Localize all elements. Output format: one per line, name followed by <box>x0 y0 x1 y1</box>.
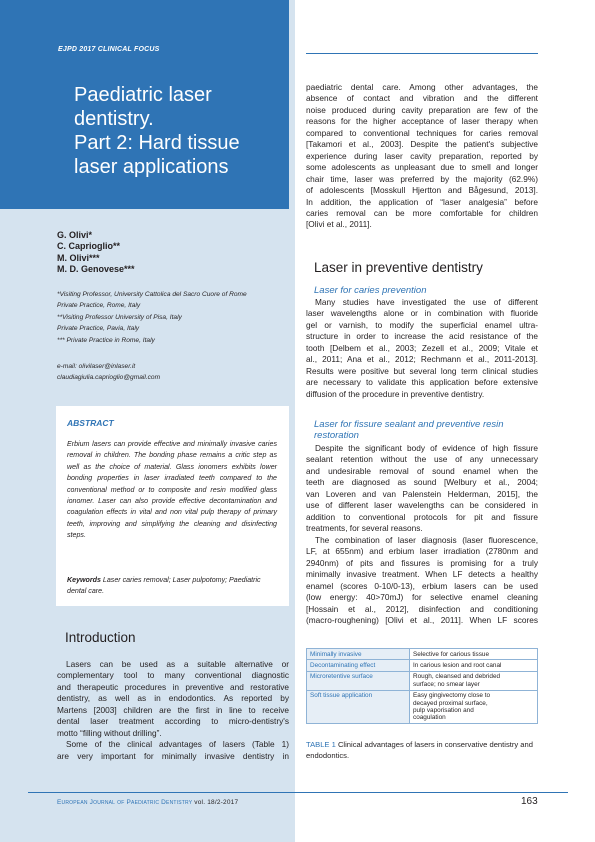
table-caption-text: Clinical advantages of lasers in conservative dentistry and endodontics. <box>306 740 533 761</box>
author: M. Olivi*** <box>57 252 100 263</box>
table-cell-key: Minimally invasive <box>307 649 410 660</box>
author: M. D. Genovese*** <box>57 264 135 275</box>
fissure-sealant-subheading: Laser for fissure sealant and preventive resin restoration <box>314 419 504 442</box>
table-cell-value: Easy gingivectomy close to decayed proximal surface, pulp vaporisation and coagulation <box>410 690 538 724</box>
journal-volume: vol. 18/2-2017 <box>194 799 239 806</box>
contact-emails <box>57 361 160 384</box>
table-row <box>307 671 538 690</box>
introduction-paragraph: Lasers can be used as a suitable alternative or complementary tool to many conventional diagnostic and therapeutic procedures in preventive and restorative dentistry, as well as in endodontics. As reported by Martens [2003] children are the first in line to receive dental laser treatment according to micro-dentistry's motto “filling without drilling”. Some of the clinical advantages of lasers (Table 1) are very important for minimally invasive dentistry in <box>57 659 289 761</box>
fissure-sealant-paragraph: Despite the significant body of evidence of high fissure sealant retention without the use of any unnecessary and undesirable removal of sound enamel when the teeth are diagnosed as sound [Welbury et al., 2004; van Loveren and van Palenstein Helderman, 2015], the use of different laser wavelengths can be considered in addition to conventional protocols for pit and fissure treatments, for several reasons. <box>306 443 538 534</box>
table-row <box>307 690 538 724</box>
title-block <box>0 0 289 209</box>
author-list <box>57 230 135 276</box>
footer-rule <box>28 792 568 793</box>
table-cell-value: Selective for carious tissue <box>410 649 538 660</box>
table-caption <box>306 739 538 762</box>
author: C. Caprioglio** <box>57 241 121 252</box>
email-link[interactable]: claudiagiulia.caprioglio@gmail.com <box>57 374 161 382</box>
laser-diagnosis-paragraph: The combination of laser diagnosis (laser fluorescence, LF, at 655nm) and erbium laser irradiation (2780nm and 2940nm) of pits and fissures is promising for a truly minimally invasive treatment. When LF detects a healthy enamel (scores 0-10/0-13), erbium lasers can be used (low energy: 40>70mJ) for selective enamel cleaning [Hossain et al., 2012], disinfection and conditioning (macro-roughening) [Olivi et al., 2011]. When LF scores <box>306 535 538 626</box>
page-number: 163 <box>521 796 538 807</box>
header-rule <box>306 53 538 54</box>
author: G. Olivi* <box>57 230 93 240</box>
keywords-label: Keywords <box>67 576 101 584</box>
table-1 <box>306 648 538 724</box>
table-caption-label: TABLE 1 <box>306 740 336 749</box>
caries-prevention-paragraph: Many studies have investigated the use of different laser wavelengths alone or in combination with fluoride gel or varnish, to modify the superficial enamel ultra- structure in order to increase the acid resistance of the tooth [Delbem et al., 2003; Zezell et al., 2009; Vitale et al., 2011; Ana et al., 2012; Rechmann et al., 2011-2013]. Results were positive but several long term clinical studies are necessary to validate this application before extensive diffusion of the procedure in preventive dentistry. <box>306 297 538 399</box>
affiliations: *Visiting Professor, University Cattolica del Sacro Cuore of Rome Private Practice, Rome, Italy **Visiting Professor University of Pisa, Italy Private Practice, Pavia, Italy *** Private Practice in Rome, Italy <box>57 291 247 344</box>
table-row <box>307 649 538 660</box>
abstract-text: Erbium lasers can provide effective and minimally invasive caries removal in children. The bonding phase remains a critic step as well as the choice of material. Glass ionomers exhibits lower bonding properties in laser irradiated teeth compared to the conventional method or to composite and resin modified glass ionomer. Laser can also provide effective decontamination and coagulation effects in vital and non vital pulp therapy of primary teeth, improving and simplifying the cleaning and disinfecting steps. <box>67 440 277 540</box>
keywords <box>67 575 277 598</box>
series-label: EJPD 2017 CLINICAL FOCUS <box>58 46 160 53</box>
table-row <box>307 660 538 671</box>
table-cell-key: Decontaminating effect <box>307 660 410 671</box>
caries-prevention-subheading: Laser for caries prevention <box>314 285 427 296</box>
introduction-heading: Introduction <box>65 630 136 645</box>
table-cell-value: In carious lesion and root canal <box>410 660 538 671</box>
table-cell-key: Microretentive surface <box>307 671 410 690</box>
journal-footer <box>57 799 238 806</box>
abstract-heading: ABSTRACT <box>67 418 114 428</box>
article-title: Paediatric laser dentistry. Part 2: Hard tissue laser applications <box>74 84 240 178</box>
table-cell-key: Soft tissue application <box>307 690 410 724</box>
table-cell-value: Rough, cleansed and debrided surface; no smear layer <box>410 671 538 690</box>
introduction-continued: paediatric dental care. Among other advantages, the absence of contact and vibration and the different noise produced during cavity preparation are few of the reasons for the higher acceptance of laser therapy when compared to conventional techniques for caries removal [Takamori et al., 2003]. Despite the patient's subjective experience during laser cavity preparation, reported by some adolescents as unpleasant due to smell and longer chair time, laser was preferred by the majority (62.9%) of adolescents [Mosskull Hjertton and Bågesund, 2013]. In addition, the application of “laser analgesia” before caries removal can be more comfortable for children [Olivi et al., 2011]. <box>306 82 538 230</box>
keywords-text: Laser caries removal; Laser pulpotomy; Paediatric dental care. <box>67 576 261 596</box>
email-link[interactable]: e-mail: olivilaser@inlaser.it <box>57 363 136 370</box>
preventive-dentistry-heading: Laser in preventive dentistry <box>314 260 483 275</box>
journal-name: European Journal of Paediatric Dentistry <box>57 799 193 806</box>
